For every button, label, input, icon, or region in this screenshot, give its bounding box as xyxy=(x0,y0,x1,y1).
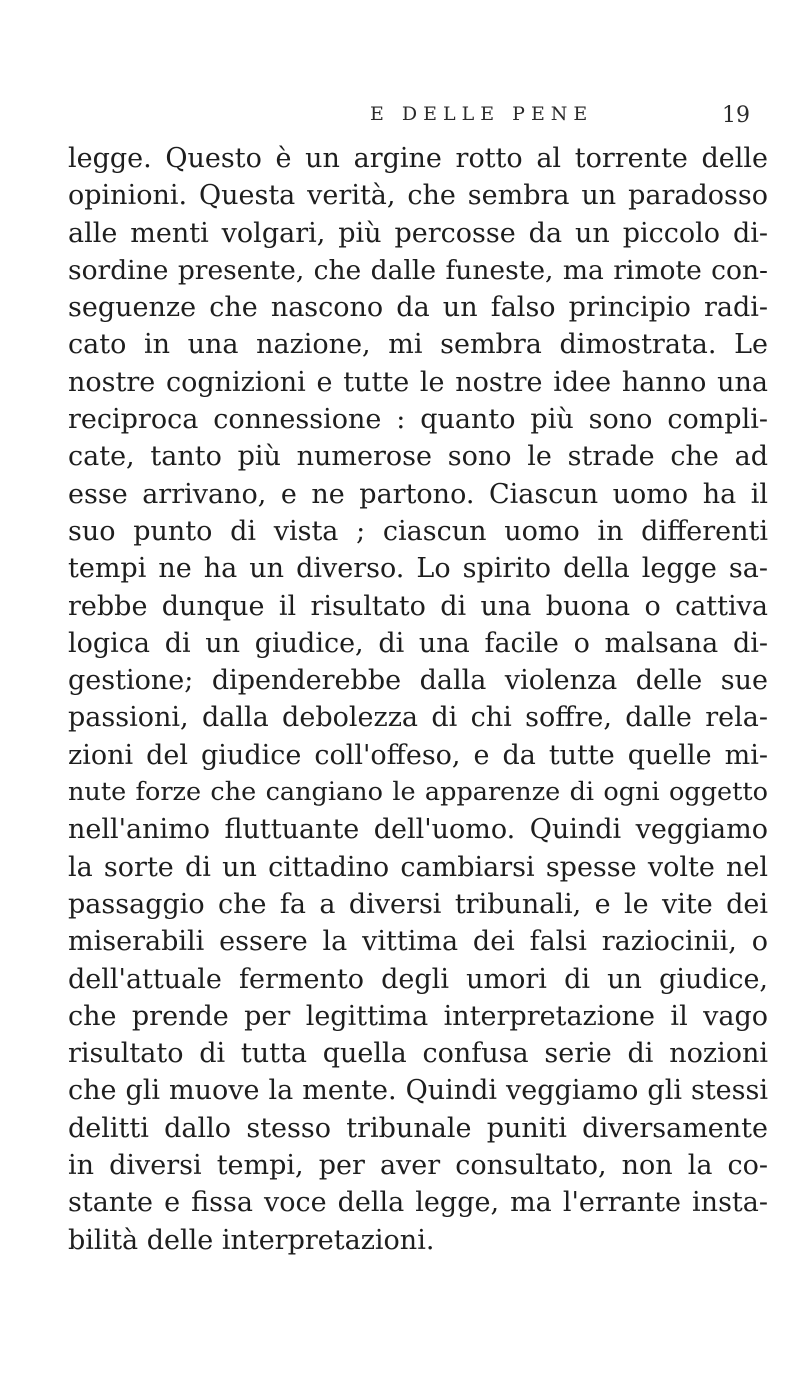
text-line: sordine presente, che dalle funeste, ma rimote con- xyxy=(68,254,768,286)
text-line: risultato di tutta quella confusa serie di nozioni xyxy=(68,1038,768,1070)
text-line: cato in una nazione, mi sembra dimostrata. Le xyxy=(68,329,768,361)
text-line: nostre cognizioni e tutte le nostre idee hanno una xyxy=(68,366,768,398)
page-number: 19 xyxy=(722,103,750,128)
text-line: stante e fissa voce della legge, ma l'errante insta- xyxy=(68,1187,768,1219)
text-line: logica di un giudice, di una facile o malsana di- xyxy=(68,627,768,659)
text-line: passaggio che fa a diversi tribunali, e le vite dei xyxy=(68,888,768,920)
text-line: nute forze che cangiano le apparenze di ogni oggetto xyxy=(68,777,768,808)
text-line: la sorte di un cittadino cambiarsi spesse volte nel xyxy=(68,851,768,883)
text-line: zioni del giudice coll'offeso, e da tutte quelle mi- xyxy=(68,739,768,771)
text-line: in diversi tempi, per aver consultato, non la co- xyxy=(68,1150,768,1182)
text-line: passioni, dalla debolezza di chi soffre, dalle rela- xyxy=(68,702,768,734)
text-line: bilità delle interpretazioni. xyxy=(68,1224,435,1256)
text-line: seguenze che nascono da un falso principio radi- xyxy=(68,292,768,324)
text-line: opinioni. Questa verità, che sembra un paradosso xyxy=(68,180,768,212)
running-head xyxy=(0,103,801,137)
text-line: che prende per legittima interpretazione il vago xyxy=(68,1000,768,1032)
running-title: E DELLE PENE xyxy=(370,103,594,125)
text-line: delitti dallo stesso tribunale puniti diversamente xyxy=(68,1112,768,1144)
text-line: legge. Questo è un argine rotto al torrente delle xyxy=(68,143,768,174)
text-line: miserabili essere la vittima dei falsi raziocinii, o xyxy=(68,926,768,958)
text-line: tempi ne ha un diverso. Lo spirito della legge sa- xyxy=(68,553,768,585)
text-line: cate, tanto più numerose sono le strade che ad xyxy=(68,441,768,473)
text-line: rebbe dunque il risultato di una buona o cattiva xyxy=(68,590,768,622)
text-line: nell'animo fluttuante dell'uomo. Quindi veggiamo xyxy=(68,814,768,846)
text-line: esse arrivano, e ne partono. Ciascun uomo ha il xyxy=(68,478,768,510)
text-line: alle menti volgari, più percosse da un piccolo di- xyxy=(68,217,768,249)
text-line: suo punto di vista ; ciascun uomo in differenti xyxy=(68,515,768,547)
text-line: dell'attuale fermento degli umori di un giudice, xyxy=(68,963,768,995)
text-line: che gli muove la mente. Quindi veggiamo gli stessi xyxy=(68,1075,768,1107)
text-line: gestione; dipenderebbe dalla violenza delle sue xyxy=(68,665,768,697)
text-line: reciproca connessione : quanto più sono compli- xyxy=(68,404,768,436)
body-text xyxy=(68,140,768,1259)
